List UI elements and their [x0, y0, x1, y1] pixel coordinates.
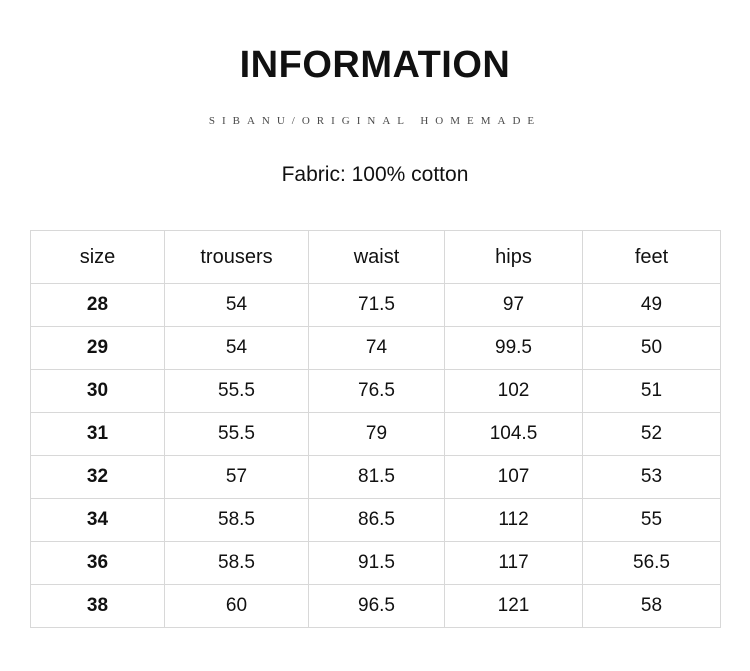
table-row	[31, 370, 721, 413]
cell-waist: 86.5	[309, 499, 445, 542]
cell-waist: 79	[309, 413, 445, 456]
cell-size: 28	[31, 284, 165, 327]
table-row	[31, 413, 721, 456]
cell-feet: 52	[583, 413, 721, 456]
column-header-size: size	[31, 231, 165, 284]
table-row	[31, 284, 721, 327]
cell-hips: 112	[445, 499, 583, 542]
cell-trousers: 58.5	[165, 499, 309, 542]
cell-waist: 74	[309, 327, 445, 370]
table-row	[31, 499, 721, 542]
cell-waist: 76.5	[309, 370, 445, 413]
column-header-trousers: trousers	[165, 231, 309, 284]
cell-hips: 102	[445, 370, 583, 413]
cell-feet: 56.5	[583, 542, 721, 585]
cell-trousers: 57	[165, 456, 309, 499]
cell-size: 32	[31, 456, 165, 499]
brand-subtitle: SIBANU/ORIGINAL HOMEMADE	[208, 115, 542, 127]
cell-hips: 97	[445, 284, 583, 327]
cell-hips: 121	[445, 585, 583, 628]
cell-size: 31	[31, 413, 165, 456]
column-header-hips: hips	[445, 231, 583, 284]
cell-feet: 51	[583, 370, 721, 413]
column-header-feet: feet	[583, 231, 721, 284]
cell-size: 30	[31, 370, 165, 413]
cell-trousers: 60	[165, 585, 309, 628]
cell-trousers: 54	[165, 327, 309, 370]
cell-size: 29	[31, 327, 165, 370]
cell-size: 34	[31, 499, 165, 542]
cell-trousers: 58.5	[165, 542, 309, 585]
page-title: INFORMATION	[239, 44, 511, 86]
cell-feet: 58	[583, 585, 721, 628]
cell-waist: 91.5	[309, 542, 445, 585]
table-row	[31, 542, 721, 585]
cell-feet: 49	[583, 284, 721, 327]
table-row	[31, 327, 721, 370]
cell-size: 36	[31, 542, 165, 585]
cell-hips: 107	[445, 456, 583, 499]
size-table	[30, 230, 721, 628]
cell-trousers: 55.5	[165, 413, 309, 456]
cell-trousers: 55.5	[165, 370, 309, 413]
cell-feet: 55	[583, 499, 721, 542]
column-header-waist: waist	[309, 231, 445, 284]
table-header-row	[31, 231, 721, 284]
size-table-body	[31, 284, 721, 628]
cell-waist: 81.5	[309, 456, 445, 499]
cell-feet: 50	[583, 327, 721, 370]
size-table-container	[30, 230, 720, 628]
cell-trousers: 54	[165, 284, 309, 327]
cell-hips: 99.5	[445, 327, 583, 370]
cell-waist: 96.5	[309, 585, 445, 628]
cell-feet: 53	[583, 456, 721, 499]
size-table-head	[31, 231, 721, 284]
cell-waist: 71.5	[309, 284, 445, 327]
cell-hips: 117	[445, 542, 583, 585]
cell-hips: 104.5	[445, 413, 583, 456]
cell-size: 38	[31, 585, 165, 628]
fabric-text: Fabric: 100% cotton	[281, 163, 469, 186]
table-row	[31, 585, 721, 628]
table-row	[31, 456, 721, 499]
